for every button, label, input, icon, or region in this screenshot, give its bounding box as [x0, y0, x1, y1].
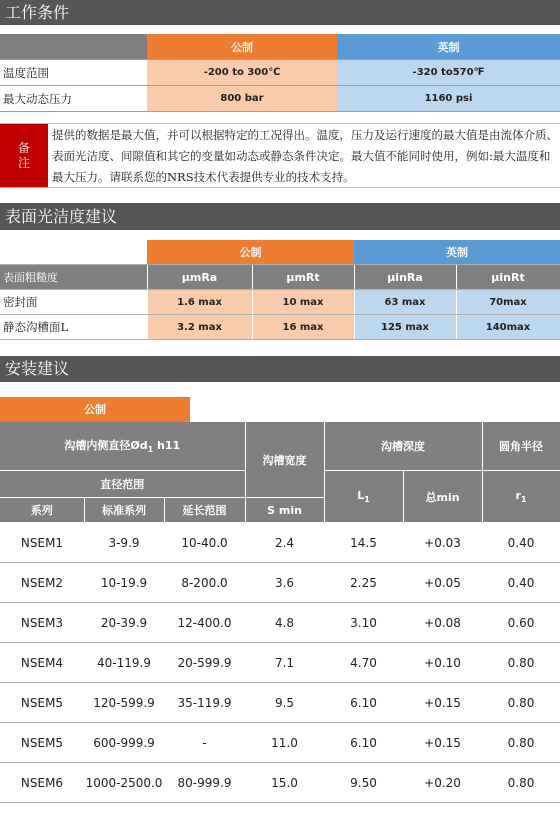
table-row — [0, 523, 560, 563]
surface-finish-table — [0, 240, 560, 340]
cell-series: NSEM2 — [0, 563, 84, 603]
note-box — [0, 123, 560, 188]
cell-extended-range: 8-200.0 — [164, 563, 245, 603]
header-blank-cell — [0, 34, 147, 60]
row-label: 温度范围 — [0, 60, 147, 86]
metric-value: 800 bar — [147, 86, 337, 112]
metric-unit-tab: 公制 — [0, 397, 190, 422]
table-row — [0, 563, 560, 603]
value-cell: 16 max — [252, 315, 354, 340]
cell-total-min: +0.10 — [403, 643, 482, 683]
col-header-uinra: µinRa — [354, 265, 456, 290]
section-header-working-conditions: 工作条件 — [0, 0, 560, 25]
note-label-line2: 注 — [17, 155, 30, 170]
cell-standard-range: 600-999.9 — [84, 723, 164, 763]
note-label-line1: 备 — [17, 140, 30, 155]
cell-r1: 0.60 — [482, 603, 560, 643]
cell-standard-range: 120-599.9 — [84, 683, 164, 723]
value-cell: 10 max — [252, 290, 354, 315]
cell-r1: 0.80 — [482, 763, 560, 803]
table-row — [0, 315, 560, 340]
cell-series: NSEM1 — [0, 523, 84, 563]
cell-extended-range: 12-400.0 — [164, 603, 245, 643]
value-cell: 1.6 max — [147, 290, 252, 315]
r1-header: $r_1$ — [482, 471, 560, 523]
col-header-extended: 延长范围 — [164, 498, 245, 523]
value-cell: 70max — [456, 290, 560, 315]
row-label: 密封面 — [0, 290, 147, 315]
col-header-umrt: µmRt — [252, 265, 354, 290]
cell-extended-range: 10-40.0 — [164, 523, 245, 563]
cell-series: NSEM4 — [0, 643, 84, 683]
installation-table — [0, 422, 560, 803]
table-row — [0, 763, 560, 803]
table-row — [0, 86, 560, 112]
metric-header: 公制 — [147, 34, 337, 60]
groove-depth-header: 沟槽深度 — [324, 422, 482, 471]
cell-r1: 0.80 — [482, 643, 560, 683]
imperial-value: -320 to570℉ — [337, 60, 560, 86]
metric-value: -200 to 300℃ — [147, 60, 337, 86]
cell-l1: 9.50 — [324, 763, 403, 803]
value-cell: 3.2 max — [147, 315, 252, 340]
imperial-value: 1160 psi — [337, 86, 560, 112]
section-header-installation: 安装建议 — [0, 356, 560, 382]
cell-l1: 2.25 — [324, 563, 403, 603]
cell-r1: 0.40 — [482, 523, 560, 563]
s-min-header: S min — [245, 498, 324, 523]
cell-l1: 6.10 — [324, 683, 403, 723]
cell-l1: 4.70 — [324, 643, 403, 683]
cell-extended-range: 80-999.9 — [164, 763, 245, 803]
value-cell: 63 max — [354, 290, 456, 315]
table-row — [0, 60, 560, 86]
cell-l1: 6.10 — [324, 723, 403, 763]
cell-standard-range: 3-9.9 — [84, 523, 164, 563]
cell-extended-range: - — [164, 723, 245, 763]
cell-series: NSEM6 — [0, 763, 84, 803]
col-header-series: 系列 — [0, 498, 84, 523]
cell-standard-range: 10-19.9 — [84, 563, 164, 603]
col-header-standard: 标准系列 — [84, 498, 164, 523]
cell-total-min: +0.20 — [403, 763, 482, 803]
metric-header: 公制 — [147, 240, 354, 265]
col-header-umra: µmRa — [147, 265, 252, 290]
cell-series: NSEM5 — [0, 723, 84, 763]
cell-total-min: +0.15 — [403, 723, 482, 763]
working-conditions-table — [0, 34, 560, 112]
header-blank-cell — [0, 240, 147, 265]
row-label: 最大动态压力 — [0, 86, 147, 112]
cell-total-min: +0.15 — [403, 683, 482, 723]
cell-total-min: +0.05 — [403, 563, 482, 603]
value-cell: 125 max — [354, 315, 456, 340]
note-label — [0, 124, 48, 187]
cell-extended-range: 20-599.9 — [164, 643, 245, 683]
row-label: 静态沟槽面L — [0, 315, 147, 340]
cell-l1: 14.5 — [324, 523, 403, 563]
cell-s-min: 7.1 — [245, 643, 324, 683]
cell-series: NSEM5 — [0, 683, 84, 723]
cell-series: NSEM3 — [0, 603, 84, 643]
cell-total-min: +0.03 — [403, 523, 482, 563]
cell-s-min: 11.0 — [245, 723, 324, 763]
cell-standard-range: 20-39.9 — [84, 603, 164, 643]
table-row — [0, 603, 560, 643]
corner-radius-header: 圆角半径 — [482, 422, 560, 471]
cell-r1: 0.40 — [482, 563, 560, 603]
cell-s-min: 3.6 — [245, 563, 324, 603]
cell-s-min: 2.4 — [245, 523, 324, 563]
l1-header: $L_1$ — [324, 471, 403, 523]
groove-diameter-header: 沟槽内侧直径$Ød_1$ h11 — [0, 422, 245, 471]
imperial-header: 英制 — [354, 240, 560, 265]
col-header-uinrt: µinRt — [456, 265, 560, 290]
imperial-header: 英制 — [337, 34, 560, 60]
cell-standard-range: 40-119.9 — [84, 643, 164, 683]
cell-l1: 3.10 — [324, 603, 403, 643]
total-min-header: 总min — [403, 471, 482, 523]
note-text: 提供的数据是最大值，并可以根据特定的工况得出。温度，压力及运行速度的最大值是由流体介质、表面光洁度、间隙值和其它的变量如动态或静态条件决定。最大值不能同时使用，例如:最大温度和最大压力。请联系您的NRS技术代表提供专业的技术支持。 — [52, 128, 558, 184]
table-row — [0, 723, 560, 763]
cell-extended-range: 35-119.9 — [164, 683, 245, 723]
table-row — [0, 683, 560, 723]
cell-standard-range: 1000-2500.0 — [84, 763, 164, 803]
cell-s-min: 15.0 — [245, 763, 324, 803]
cell-s-min: 9.5 — [245, 683, 324, 723]
roughness-header: 表面粗糙度 — [0, 265, 147, 290]
section-header-surface-finish: 表面光洁度建议 — [0, 203, 560, 230]
cell-r1: 0.80 — [482, 723, 560, 763]
cell-r1: 0.80 — [482, 683, 560, 723]
cell-s-min: 4.8 — [245, 603, 324, 643]
value-cell: 140max — [456, 315, 560, 340]
groove-width-header: 沟槽宽度 — [245, 422, 324, 498]
table-row — [0, 290, 560, 315]
diameter-range-header: 直径范围 — [0, 471, 245, 498]
table-row — [0, 643, 560, 683]
cell-total-min: +0.08 — [403, 603, 482, 643]
